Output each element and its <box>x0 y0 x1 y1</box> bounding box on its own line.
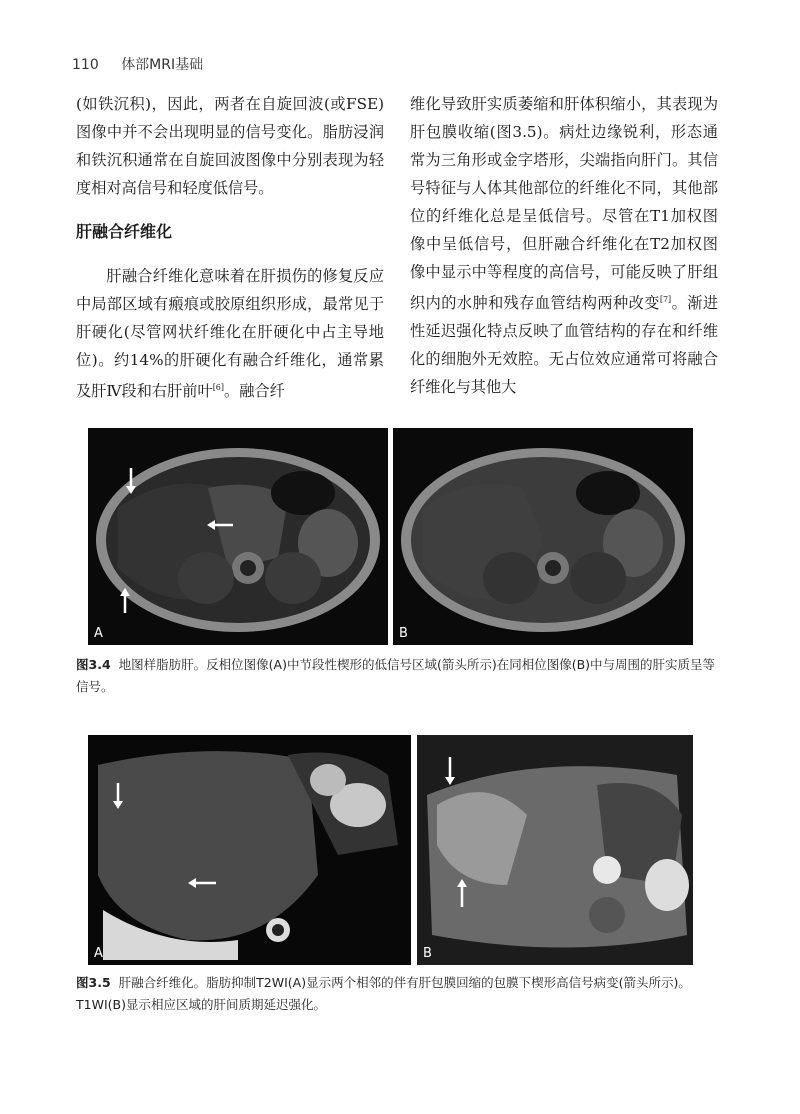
paragraph: 维化导致肝实质萎缩和肝体积缩小，其表现为肝包膜收缩(图3.5)。病灶边缘锐利，形态通常为三角形或金字塔形，尖端指向肝门。其信号特征与人体其他部位的纤维化不同，其他部位的纤维化总是呈低信号。尽管在T1加权图像中呈低信号，但肝融合纤维化在T2加权图像中显示中等程度的高信号，可能反映了肝组织内的水肿和残存血管结构两种改变[7]。渐进性延迟强化特点反映了血管结构的存在和纤维化的细胞外无效腔。无占位效应通常可将融合纤维化与其他大 <box>410 95 719 397</box>
figure-3-5-panel-b <box>417 735 693 965</box>
figure-caption <box>76 972 716 1016</box>
left-column <box>76 90 384 405</box>
section-heading: 肝融合纤维化 <box>76 222 173 241</box>
figure-3-4-panel-a <box>88 428 388 645</box>
reference-marker: [7] <box>659 295 672 304</box>
caption-text: 地图样脂肪肝。反相位图像(A)中节段性楔形的低信号区域(箭头所示)在同相位图像(B)中与周围的肝实质呈等信号。 <box>76 657 716 694</box>
figure-3-4-panel-b <box>393 428 693 645</box>
right-column <box>410 90 718 401</box>
panel-label: B <box>399 626 408 641</box>
page-header <box>72 54 203 74</box>
figure-number: 图3.5 <box>76 975 111 990</box>
panel-label: B <box>423 946 432 961</box>
reference-marker: [6] <box>212 383 225 392</box>
book-title: 体部MRI基础 <box>121 57 204 73</box>
page-number: 110 <box>72 57 99 73</box>
panel-label: A <box>94 626 103 641</box>
paragraph: (如铁沉积)，因此，两者在自旋回波(或FSE)图像中并不会出现明显的信号变化。脂肪浸润和铁沉积通常在自旋回波图像中分别表现为轻度相对高信号和轻度低信号。 <box>76 95 384 197</box>
figure-3-5-panel-a <box>88 735 411 965</box>
figure-number: 图3.4 <box>76 657 111 672</box>
figure-caption <box>76 654 716 698</box>
paragraph: 肝融合纤维化意味着在肝损伤的修复反应中局部区域有瘢痕或胶原组织形成，最常见于肝硬化(尽管网状纤维化在肝硬化中占主导地位)。约14%的肝硬化有融合纤维化，通常累及肝Ⅳ段和右肝前叶[6]。融合纤 <box>76 267 384 401</box>
panel-label: A <box>94 946 103 961</box>
caption-text: 肝融合纤维化。脂肪抑制T2WI(A)显示两个相邻的伴有肝包膜回缩的包膜下楔形高信号病变(箭头所示)。T1WI(B)显示相应区域的肝间质期延迟强化。 <box>76 975 691 1012</box>
